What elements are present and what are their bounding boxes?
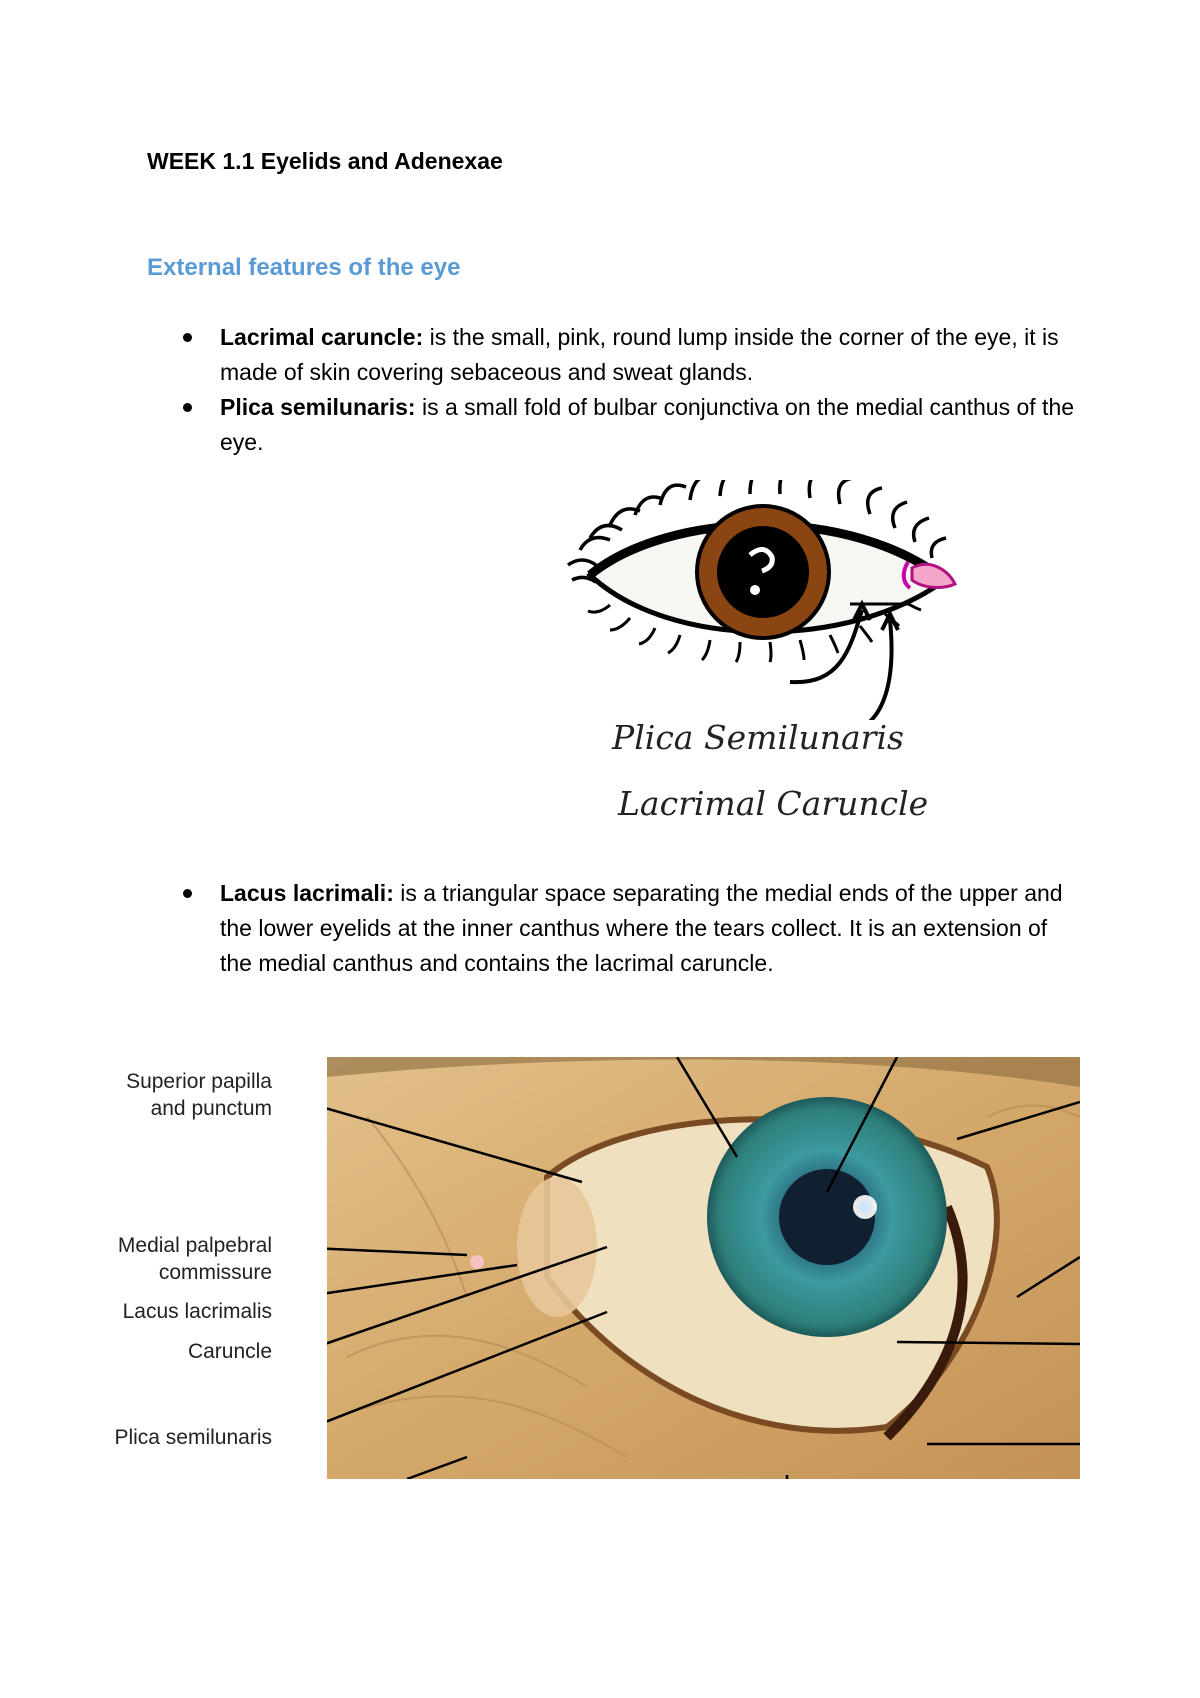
photo-label-lacus: Lacus lacrimalis <box>122 1300 272 1323</box>
list-item <box>175 876 1075 981</box>
bullet-icon <box>183 403 192 412</box>
list-item <box>175 320 1075 390</box>
label-line: Medial palpebral <box>117 1234 272 1257</box>
photo-label-plica: Plica semilunaris <box>114 1426 272 1449</box>
term-plica-semilunaris: Plica semilunaris: <box>220 394 416 420</box>
caruncle-drawing <box>912 564 955 587</box>
definition-plica-semilunaris: is a small fold of bulbar conjunctiva on the medial canthus of the eye. <box>220 394 1075 455</box>
pupil-highlight-dot <box>750 585 760 595</box>
section-heading: External features of the eye <box>147 254 461 281</box>
photo-label-superior-papilla <box>60 1068 272 1122</box>
bullet-list-bottom <box>175 876 1075 981</box>
bullet-icon <box>183 333 192 342</box>
definition-lacus-lacrimali: is a triangular space separating the medial ends of the upper and the lower eyelids at the inner canthus where the tears collect. It is an extension of the medial canthus and contains the lacrimal caruncle. <box>220 880 1063 976</box>
drawing-label-caruncle: Lacrimal Caruncle <box>618 784 929 823</box>
label-line: Superior papilla <box>126 1070 272 1093</box>
term-lacus-lacrimali: Lacus lacrimali: <box>220 880 394 906</box>
eye-drawing <box>550 480 990 720</box>
term-lacrimal-caruncle: Lacrimal caruncle: <box>220 324 424 350</box>
drawing-label-plica: Plica Semilunaris <box>612 718 904 757</box>
label-line: and punctum <box>150 1097 272 1120</box>
label-line: commissure <box>158 1261 272 1284</box>
eye-photo <box>327 1057 1080 1479</box>
photo-label-medial-palpebral <box>60 1232 272 1286</box>
bullet-icon <box>183 889 192 898</box>
photo-label-caruncle: Caruncle <box>187 1340 272 1363</box>
bullet-list-top <box>175 320 1075 460</box>
definition-lacrimal-caruncle: is the small, pink, round lump inside the corner of the eye, it is made of skin covering sebaceous and sweat glands. <box>220 324 1059 385</box>
list-item <box>175 390 1075 460</box>
document-title: WEEK 1.1 Eyelids and Adenexae <box>147 148 503 174</box>
